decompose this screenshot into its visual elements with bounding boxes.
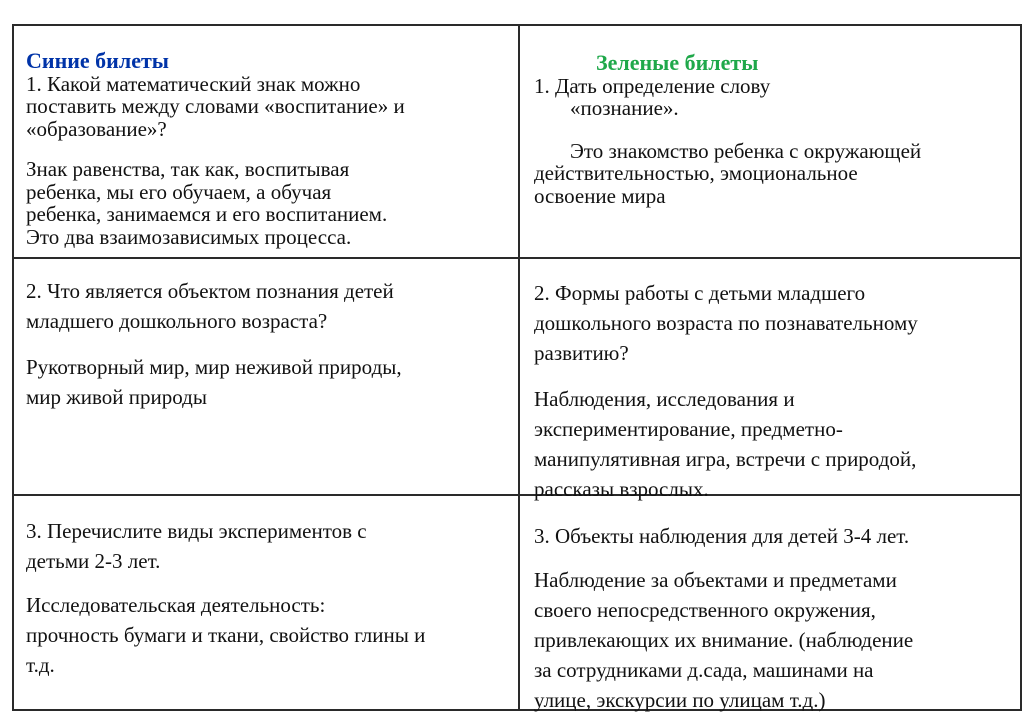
- green-q2-line-2: дошкольного возраста по познавательному: [534, 311, 918, 335]
- blue-q1-line-2: поставить между словами «воспитание» и: [26, 94, 405, 118]
- blue-a3-line-2: прочность бумаги и ткани, свойство глины и: [26, 623, 426, 647]
- blue-a1-line-2: ребенка, мы его обучаем, а обучая: [26, 179, 332, 204]
- green-q1-line-2: «познание».: [570, 96, 679, 120]
- blue-a2-line-1: Рукотворный мир, мир неживой природы,: [26, 355, 402, 379]
- blue-q2-line-2: младшего дошкольного возраста?: [26, 309, 328, 333]
- blue-a1-line-1: Знак равенства, так как, воспитывая: [26, 157, 350, 181]
- green-cell-2: [534, 278, 1018, 504]
- green-a1-line-1: Это знакомство ребенка с окружающей: [570, 138, 922, 163]
- blue-a1-line-3: ребенка, занимаемся и его воспитанием.: [26, 202, 388, 226]
- blue-q2-line-1: 2. Что является объектом познания детей: [26, 279, 394, 303]
- green-a2-line-4: рассказы взрослых.: [534, 477, 709, 501]
- green-q2-line-3: развитию?: [534, 341, 629, 365]
- green-a2-line-2: экспериментирование, предметно-: [534, 417, 843, 441]
- green-a3-line-5: улице, экскурсии по улицам т.д.): [534, 688, 826, 712]
- blue-cell-1: [26, 50, 510, 248]
- green-heading: Зеленые билеты: [596, 50, 759, 75]
- column-divider: [518, 26, 520, 709]
- green-a1-line-3: освоение мира: [534, 183, 666, 208]
- green-a3-line-3: привлекающих их внимание. (наблюдение: [534, 628, 914, 652]
- blue-a2-line-2: мир живой природы: [26, 385, 207, 409]
- blue-q1-line-1: 1. Какой математический знак можно: [26, 71, 361, 96]
- green-cell-1: [534, 52, 1018, 207]
- blue-q3-line-2: детьми 2-3 лет.: [26, 549, 161, 573]
- green-a3-line-4: за сотрудниками д.сада, машинами на: [534, 658, 874, 682]
- green-cell-3: [534, 521, 1018, 715]
- green-q2-line-1: 2. Формы работы с детьми младшего: [534, 281, 866, 305]
- green-q1-line-1: 1. Дать определение слову: [534, 73, 771, 98]
- blue-a3-line-3: т.д.: [26, 653, 55, 677]
- row-divider-1: [14, 257, 1020, 259]
- blue-cell-3: [26, 516, 510, 680]
- green-q3-line-1: 3. Объекты наблюдения для детей 3-4 лет.: [534, 524, 910, 548]
- blue-cell-2: [26, 276, 510, 412]
- green-a2-line-3: манипулятивная игра, встречи с природой,: [534, 447, 917, 471]
- green-a3-line-1: Наблюдение за объектами и предметами: [534, 568, 897, 592]
- green-a1-line-2: действительностью, эмоциональное: [534, 161, 858, 185]
- green-a2-line-1: Наблюдения, исследования и: [534, 387, 795, 411]
- green-a3-line-2: своего непосредственного окружения,: [534, 598, 876, 622]
- blue-heading: Синие билеты: [26, 48, 169, 73]
- blue-a3-line-1: Исследовательская деятельность:: [26, 593, 326, 617]
- tickets-table: [12, 24, 1022, 711]
- blue-q1-line-3: «образование»?: [26, 116, 167, 141]
- blue-a1-line-4: Это два взаимозависимых процесса.: [26, 224, 352, 249]
- blue-q3-line-1: 3. Перечислите виды экспериментов с: [26, 519, 367, 543]
